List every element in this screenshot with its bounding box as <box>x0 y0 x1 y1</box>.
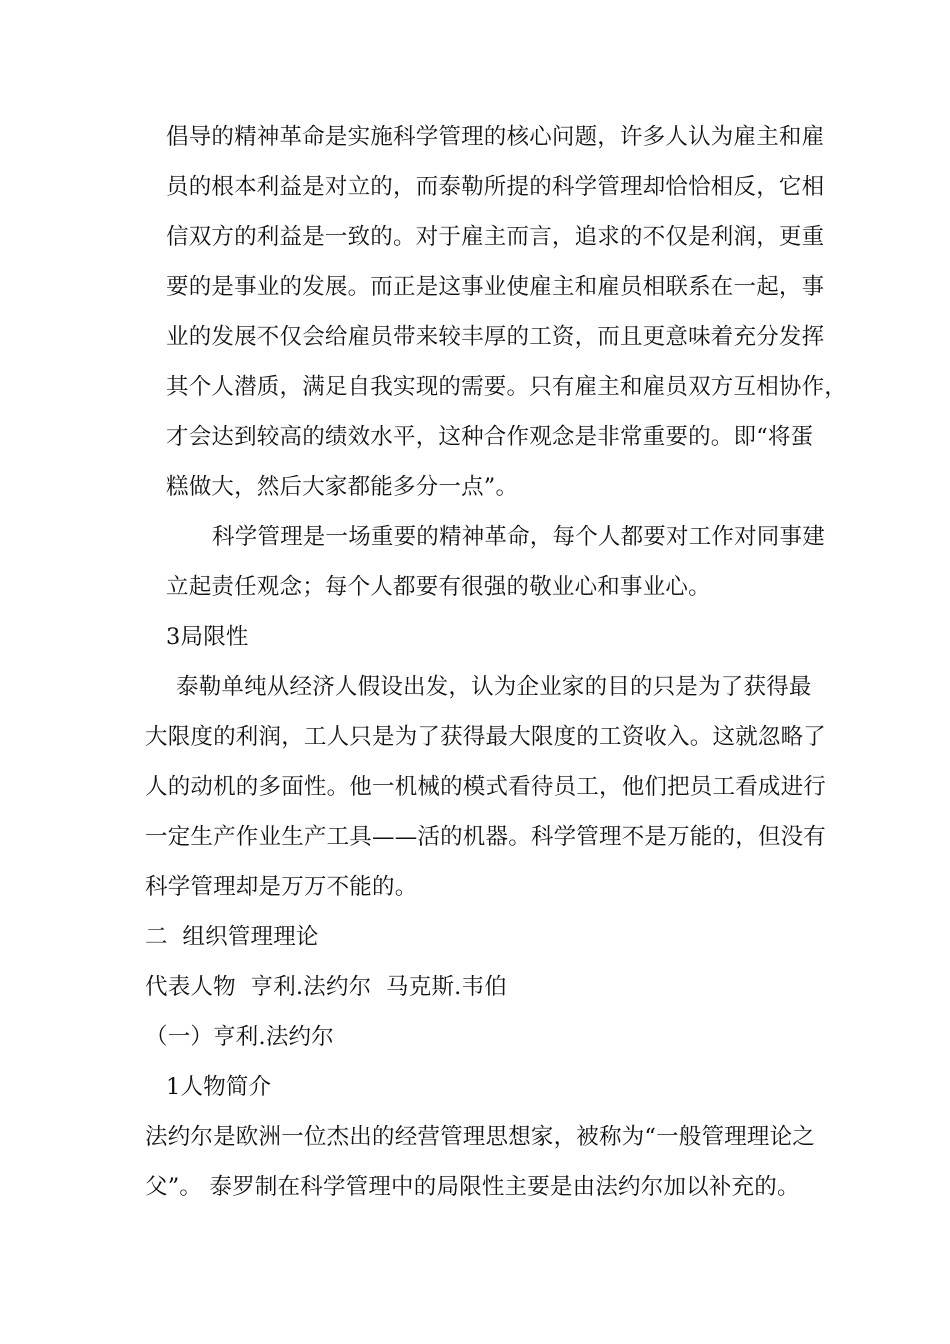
paragraph-1-line-3: 信双方的利益是一致的。对于雇主而言，追求的不仅是利润，更重 <box>166 224 825 250</box>
paragraph-1-line-2: 员的根本利益是对立的，而泰勒所提的科学管理却恰恰相反，它相 <box>166 174 825 200</box>
paragraph-4-line-1: 法约尔是欧洲一位杰出的经营管理思想家，被称为“一般管理理论之 <box>145 1124 816 1150</box>
paragraph-3-line-4: 一定生产作业生产工具——活的机器。科学管理不是万能的，但没有 <box>145 824 827 850</box>
paragraph-1-line-8: 糕做大，然后大家都能多分一点”。 <box>166 474 519 500</box>
paragraph-1-line-6: 其个人潜质，满足自我实现的需要。只有雇主和雇员双方互相协作， <box>166 374 848 400</box>
paragraph-1-line-4: 要的是事业的发展。而正是这事业使雇主和雇员相联系在一起，事 <box>166 274 825 300</box>
paragraph-3-line-1: 泰勒单纯从经济人假设出发，认为企业家的目的只是为了获得最 <box>176 674 812 700</box>
heading-limitations: 3局限性 <box>166 624 249 650</box>
paragraph-2-line-1: 科学管理是一场重要的精神革命，每个人都要对工作对同事建 <box>212 524 825 550</box>
paragraph-2-line-2: 立起责任观念；每个人都要有很强的敬业心和事业心。 <box>166 574 711 600</box>
paragraph-3-line-2: 大限度的利润，工人只是为了获得最大限度的工资收入。这就忽略了 <box>145 724 827 750</box>
heading-profile: 1人物简介 <box>166 1074 272 1100</box>
heading-fayol: （一）亨利.法约尔 <box>145 1024 334 1050</box>
heading-org-theory: 二 组织管理理论 <box>145 924 319 950</box>
paragraph-1-line-7: 才会达到较高的绩效水平，这种合作观念是非常重要的。即“将蛋 <box>166 424 814 450</box>
paragraph-1-line-5: 业的发展不仅会给雇员带来较丰厚的工资，而且更意味着充分发挥 <box>166 324 825 350</box>
representatives-line: 代表人物 亨利.法约尔 马克斯.韦伯 <box>145 974 507 1000</box>
paragraph-3-line-5: 科学管理却是万万不能的。 <box>145 874 418 900</box>
paragraph-1-line-1: 倡导的精神革命是实施科学管理的核心问题，许多人认为雇主和雇 <box>166 124 825 150</box>
paragraph-4-line-2: 父”。 泰罗制在科学管理中的局限性主要是由法约尔加以补充的。 <box>145 1174 800 1200</box>
paragraph-3-line-3: 人的动机的多面性。他一机械的模式看待员工，他们把员工看成进行 <box>145 774 827 800</box>
